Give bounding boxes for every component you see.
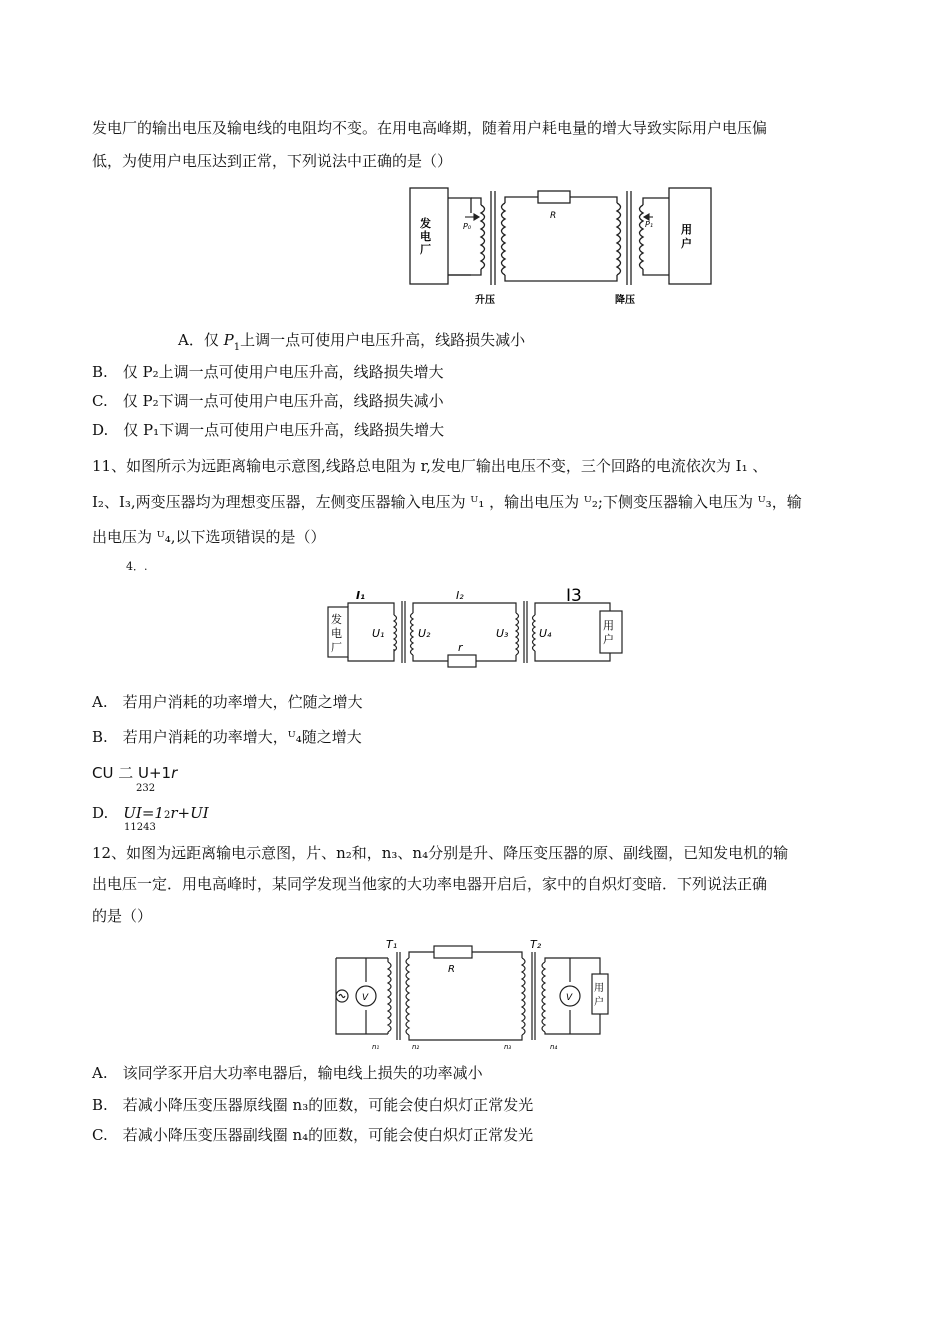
q11-option-c[interactable]: CU 二 U+1r — [92, 764, 178, 782]
svg-text:电: 电 — [331, 627, 342, 640]
q12-option-a[interactable]: A. 该同学豕开启大功率电器后，输电线上损失的功率减小 — [92, 1064, 483, 1082]
q10-option-a[interactable]: A．仅 $P_1$上调一点可使用户电压升高，线路损失减小 — [178, 331, 526, 353]
q10-stem-line1: 发电厂的输出电压及输电线的电阻均不变。在用电高峰期，随着用户耗电量的增大导致实际用户电压偏 — [92, 119, 768, 137]
q10-p1-label: P₁ — [645, 220, 654, 229]
q10-step-down-label: 降压 — [615, 295, 635, 306]
q11-option-b[interactable]: B. 若用户消耗的功率增大，ᵁ₄随之增大 — [92, 728, 362, 746]
q12-n3-label: n₃ — [504, 1043, 512, 1050]
q12-stem-line1: 12、如图为远距离输电示意图，片、n₂和，n₃、n₄分别是升、降压变压器的原、副线圈，已知发电机的输 — [92, 844, 789, 862]
q12-t1-label: T₁ — [386, 938, 398, 951]
q11-i3-label: I3 — [566, 586, 582, 606]
q11-option-d[interactable]: D. UI=12r+UI — [92, 804, 209, 822]
q10-circuit-diagram — [405, 183, 717, 313]
svg-text:户: 户 — [603, 633, 614, 646]
q11-note: 4．. — [126, 560, 148, 573]
q11-u4-label: U₄ — [539, 627, 552, 640]
q11-option-c-sub: 232 — [136, 783, 156, 794]
q11-resistor-r — [448, 655, 476, 667]
q12-n4-label: n₄ — [550, 1043, 558, 1050]
q11-user-box — [600, 611, 622, 653]
q11-user-label: 用 — [603, 619, 614, 632]
q12-v-right-label: V — [566, 993, 573, 1003]
q10-option-d[interactable]: D. 仅 P₁下调一点可使用户电压升高，线路损失增大 — [92, 421, 445, 439]
q11-stem-line3: 出电压为 ᵁ₄,以下选项错误的是（） — [92, 528, 326, 546]
q11-option-d-sub: 11243 — [124, 822, 156, 833]
q10-user-box — [669, 188, 711, 284]
q11-option-a[interactable]: A. 若用户消耗的功率增大，伫随之增大 — [92, 693, 363, 711]
svg-text:厂: 厂 — [420, 243, 431, 256]
q12-stem-line2: 出电压一定．用电高峰时，某同学发现当他家的大功率电器开启后，家中的自炽灯变暗．下列说法正确 — [92, 875, 768, 893]
q11-stem-line2: I₂、I₃,两变压器均为理想变压器，左侧变压器输入电压为 ᵁ₁ ，输出电压为 ᵁ₂;下侧变压器输入电压为 ᵁ₃，输 — [92, 493, 802, 511]
svg-text:电: 电 — [420, 230, 431, 243]
q10-r-label: R — [550, 211, 557, 221]
q12-v-left-label: V — [362, 993, 369, 1003]
q12-n2-label: n₂ — [412, 1043, 420, 1050]
q12-user-box — [592, 974, 608, 1014]
q12-resistor-r — [434, 946, 472, 958]
q10-step-up-label: 升压 — [475, 295, 495, 306]
q11-gen-label: 发 — [331, 613, 342, 626]
q11-u3-label: U₃ — [496, 627, 509, 640]
q12-r-label: R — [448, 964, 455, 975]
q12-circuit-diagram — [332, 936, 612, 1050]
q10-p0-label: P₀ — [463, 222, 472, 231]
q11-i1-label: I₁ — [356, 589, 365, 602]
svg-text:户: 户 — [681, 237, 692, 250]
q11-circuit-diagram — [324, 585, 630, 671]
q11-stem-line1: 11、如图所示为远距离输电示意图,线路总电阻为 r,发电厂输出电压不变，三个回路的电流依次为 I₁ 、 — [92, 457, 768, 475]
q11-u1-label: U₁ — [372, 627, 385, 640]
q12-option-c[interactable]: C. 若减小降压变压器副线圈 n₄的匝数，可能会使白炽灯正常发光 — [92, 1126, 534, 1144]
q12-stem-line3: 的是（） — [92, 907, 153, 925]
q12-t2-label: T₂ — [530, 938, 542, 951]
q12-user-label: 用 — [594, 983, 604, 994]
q10-gen-label: 发 — [420, 217, 431, 230]
q11-i2-label: I₂ — [456, 589, 464, 602]
q12-n1-label: n₁ — [372, 1043, 380, 1050]
q10-user-label: 用 — [681, 223, 692, 236]
q10-stem-line2: 低，为使用户电压达到正常，下列说法中正确的是（） — [92, 152, 453, 170]
q10-resistor-r — [538, 191, 570, 203]
q11-r-label: r — [458, 641, 463, 654]
svg-text:户: 户 — [594, 997, 604, 1008]
svg-text:厂: 厂 — [331, 641, 342, 654]
q12-option-b[interactable]: B. 若减小降压变压器原线圈 n₃的匝数，可能会使白炽灯正常发光 — [92, 1096, 534, 1114]
q11-u2-label: U₂ — [418, 627, 431, 640]
q10-option-c[interactable]: C. 仅 P₂下调一点可使用户电压升高，线路损失减小 — [92, 392, 444, 410]
q10-option-b[interactable]: B. 仅 P₂上调一点可使用户电压升高，线路损失增大 — [92, 363, 444, 381]
